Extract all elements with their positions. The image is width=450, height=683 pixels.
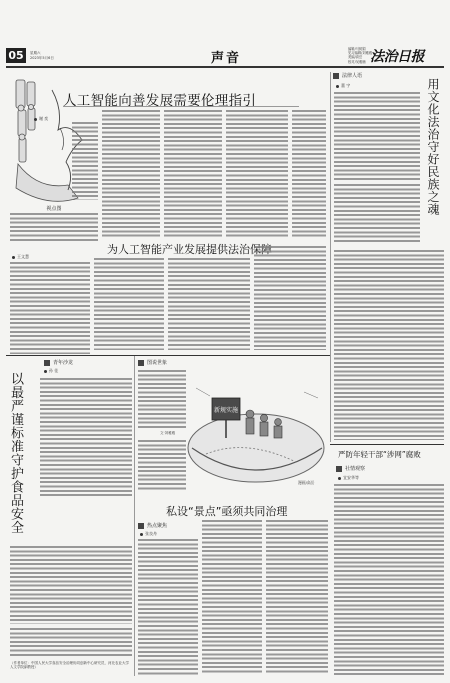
food-safety-headline: 以最严谨标准守护食品安全 (8, 372, 23, 534)
section-tag-label: 法律人语 (342, 73, 363, 79)
ai-ethics-byline (34, 116, 48, 122)
food-safety-author-note: （作者单位：中国人民大学食品安全治理协同创新中心研究员，河北农业大学人文学院副教授） (10, 661, 129, 670)
section-square-icon (336, 466, 342, 472)
ai-ethics-text-col (164, 110, 222, 238)
cartoon-caption-text (138, 440, 186, 490)
scenic-text-col (202, 520, 262, 675)
ai-law-byline (12, 254, 29, 260)
section-square-icon (138, 360, 144, 366)
ai-law-text-col (168, 258, 250, 350)
cartoon-sign-text: 新规实施 (213, 407, 239, 414)
editor-line: 见习编辑/刘雅雅 (348, 51, 373, 56)
ai-ethics-text-col (292, 110, 326, 238)
culture-byline (336, 83, 350, 89)
section-tag-label: 图说世象 (147, 360, 168, 366)
author-name: 宜安华等 (343, 475, 359, 480)
section-tag-social-observe (336, 465, 365, 472)
ai-law-text-col (254, 246, 326, 350)
byline-bullet-icon (338, 477, 341, 480)
food-safety-text-col (10, 546, 132, 624)
section-square-icon (44, 360, 50, 366)
editor-line: 美编/高岳 (348, 55, 363, 60)
edition-info (30, 51, 54, 60)
cartoon-caption-author: 文·刘雅雅 (160, 431, 176, 435)
header-bar (0, 0, 450, 70)
byline-bullet-icon (140, 533, 143, 536)
section-tag-picture-world (138, 359, 167, 366)
section-square-icon (138, 523, 144, 529)
ai-ethics-text-col (226, 110, 288, 238)
author-name: 王文慧 (17, 254, 29, 259)
scenic-text-col (138, 539, 198, 675)
food-safety-text-col (40, 378, 132, 498)
viewpoint-box (10, 205, 98, 245)
culture-text-col (334, 184, 420, 244)
ai-law-text-col (10, 262, 90, 354)
ai-ethics-headline: 人工智能向善发展需要伦理指引 (63, 93, 257, 109)
section-title: 声音 (211, 51, 242, 66)
ai-law-headline: 为人工智能产业发展提供法治保障 (107, 243, 272, 256)
editor-credits (348, 47, 372, 64)
cadre-headline: 严防年轻干部“涉网”腐败 (338, 450, 421, 459)
author-name: 董 宇 (341, 83, 351, 88)
cadre-byline (338, 475, 359, 481)
edition-date: 2023年5月6日 (30, 55, 54, 60)
byline-bullet-icon (12, 256, 15, 259)
section-square-icon (333, 73, 339, 79)
section-tag-hot-focus (138, 522, 167, 529)
author-name: 张良舟 (145, 531, 157, 536)
masthead: 法治日报 (370, 49, 424, 65)
cartoon-illustration (186, 368, 328, 490)
culture-text-col (334, 92, 420, 180)
horizontal-divider (6, 355, 330, 356)
viewpoint-label: 视点图 (46, 206, 62, 212)
edition-weekday: 星期六 (30, 51, 41, 55)
column-divider (134, 356, 135, 676)
hot-review-byline (140, 531, 157, 537)
ai-ethics-text-col (72, 122, 98, 200)
section-tag-label: 青年沙龙 (53, 360, 74, 366)
section-tag-label: 热点聚焦 (147, 523, 168, 529)
scenic-text-col (266, 520, 328, 675)
section-tag-label: 社情观察 (345, 466, 366, 472)
editor-line: 校对/吴雅楠 (348, 59, 366, 64)
cartoon-credit: 漫画/高岳 (298, 480, 315, 485)
byline-bullet-icon (336, 85, 339, 88)
ai-law-text-col (94, 258, 164, 350)
scenic-headline: 私设“景点”亟须共同治理 (166, 505, 288, 518)
author-name: 谢 奕 (39, 116, 49, 121)
byline-bullet-icon (44, 370, 47, 373)
column-divider (330, 72, 331, 442)
editor-line: 编辑/马树娟 (348, 47, 366, 51)
section-tag-legal-words (333, 72, 362, 79)
page-number-badge (6, 48, 26, 63)
ai-ethics-text-col (102, 110, 160, 238)
culture-headline: 用文化法治守好民族之魂 (426, 78, 440, 216)
author-name: 孙 佳 (49, 368, 59, 373)
cartoon-caption-text (138, 370, 186, 430)
horizontal-divider (330, 444, 444, 445)
headline-underline (63, 106, 299, 107)
food-safety-text-col (10, 628, 132, 658)
byline-bullet-icon (34, 118, 37, 121)
cadre-text-col (334, 484, 444, 676)
header-rule (6, 66, 444, 68)
culture-text-col (334, 250, 444, 440)
page-number: 05 (8, 49, 24, 62)
food-safety-byline (44, 368, 58, 374)
viewpoint-text (10, 213, 98, 243)
section-tag-youth-salon (44, 359, 73, 366)
